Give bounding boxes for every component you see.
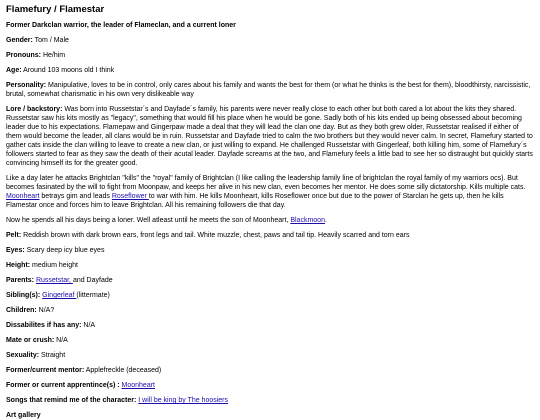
lore-text-2b: betrays gim and leads [39,193,112,200]
siblings-row [6,291,534,300]
disabilities-value: N/A [81,322,96,329]
age-row [6,66,534,75]
lore-text-3b: . [324,217,327,224]
lore-text-2a: Like a day later he attacks Brightclan "kills" the "royal" family of Brightclan (I like calling the leadership family line of brightclan the royal family of my warriors ocs). But becomes fasinated by the will to fight from Moonpaw, and keeps her alive in his new clan, even becomes her mentor. He does some silly dictatorship. Kills multiple cats. [6,175,526,191]
sexuality-row [6,351,534,360]
art-gallery-row [6,411,534,420]
sexuality-label: Sexuality: [6,352,40,359]
lore-text-3a: Now he spends all his days being a loner. Well atleast until he meets the son of Moonheart, [6,217,291,224]
pelt-label: Pelt: [6,232,22,239]
pronouns-value: He/him [41,52,66,59]
song-link[interactable]: I will be king by The hoosiers [138,397,229,404]
eyes-label: Eyes: [6,247,25,254]
personality-label: Personality: [6,82,47,89]
art-gallery-label: Art gallery [6,412,41,419]
age-label: Age: [6,67,22,74]
gender-value: Tom / Male [32,37,69,44]
children-value: N/A? [36,307,55,314]
children-label: Children: [6,307,37,314]
parents-rest: and Dayfade [72,277,113,284]
height-value: medium height [30,262,78,269]
siblings-rest: (littermate) [76,292,110,299]
gender-row [6,36,534,45]
songs-row [6,396,534,405]
eyes-value: Scary deep icy blue eyes [24,247,105,254]
personality-row [6,81,534,99]
russetstar-link[interactable]: Russetstar, [35,277,73,284]
blackmoon-link[interactable]: Blackmoon [290,217,325,224]
age-value: Around 103 moons old I think [21,67,115,74]
roseflower-link[interactable]: Roseflower [111,193,149,200]
parents-row [6,276,534,285]
siblings-label: Sibling(s): [6,292,41,299]
pronouns-row [6,51,534,60]
pronouns-label: Pronouns: [6,52,41,59]
apprentice-row [6,381,534,390]
pelt-value: Reddish brown with dark brown ears, front legs and tail. White muzzle, chest, paws and tail tip. Heavily scarred and torn ears [21,232,410,239]
lore-label: Lore / backstory: [6,106,63,113]
eyes-row [6,246,534,255]
moonheart-link[interactable]: Moonheart [6,193,40,200]
lore-paragraph-1 [6,105,534,168]
mate-row [6,336,534,345]
disabilities-row [6,321,534,330]
mate-value: N/A [54,337,68,344]
pelt-row [6,231,534,240]
lore-paragraph-2 [6,174,534,210]
sexuality-value: Straight [39,352,66,359]
songs-label: Songs that remind me of the character: [6,397,137,404]
lore-paragraph-3 [6,216,534,225]
lore-text-2c: to war with him. He kills Moonheart, kills Roseflower once but due to the power of Starclan he gets up, then he kills Flamestar once and forces him to leave Brightclan. All his remaining followers die that day. [6,193,504,209]
mentor-value: Applefreckle (deceased) [84,367,162,374]
height-row [6,261,534,270]
parents-label: Parents: [6,277,35,284]
apprentice-moonheart-link[interactable]: Moonheart [121,382,155,389]
height-label: Height: [6,262,31,269]
mate-label: Mate or crush: [6,337,55,344]
page-title: Flamefury / Flamestar [6,4,105,15]
apprentice-label: Former or current apprentince(s) : [6,382,120,389]
mentor-label: Former/current mentor: [6,367,85,374]
gingerleaf-link[interactable]: Gingerleaf [42,292,77,299]
personality-value: Manipulative, loves to be in control, only cares about his family and wants the best for them (or what he thinks is the best for them), bloodthirsty, narcissistic, brutal, somewhat charismatic in his own very dislikeable way [6,82,531,98]
disabilities-label: Dissabilites if has any: [6,322,82,329]
lore-text-1: Was born into Russetstar´s and Dayfade´s family, his parents were never really close to each other but both cared a lot about the kits they shared. Russetstar saw his kits mostly as "legacy", something that would fill his place when he would be gone. Sadly both of his kits ended up being obsessed about becoming leader due to his expectations. Flamepaw and Gingerpaw made a deal that they will lead the clan one day. But as they both grew older, Russetstar realised if either of them would become the leader, all clans would be in ruin. Russetstar and Dayfade tried to calm the two brothers but they would never calm. In secret, Flamefury started to gather cats inside the clan willing to leave to create a new clan, or just willing to expand. He challenged Russetstar with Gingerleaf, both killing him, some of Flamefury´s followers started to fear as they saw the death of their acutal leader. Dayfade screams at the two, and Flamefury feels a little bad to see her so distraught but quickly starts convincing himself its for the greater good. [6,106,533,167]
children-row [6,306,534,315]
mentor-row [6,366,534,375]
subtitle: Former Darkclan warrior, the leader of Flameclan, and a current loner [6,22,236,29]
gender-label: Gender: [6,37,33,44]
